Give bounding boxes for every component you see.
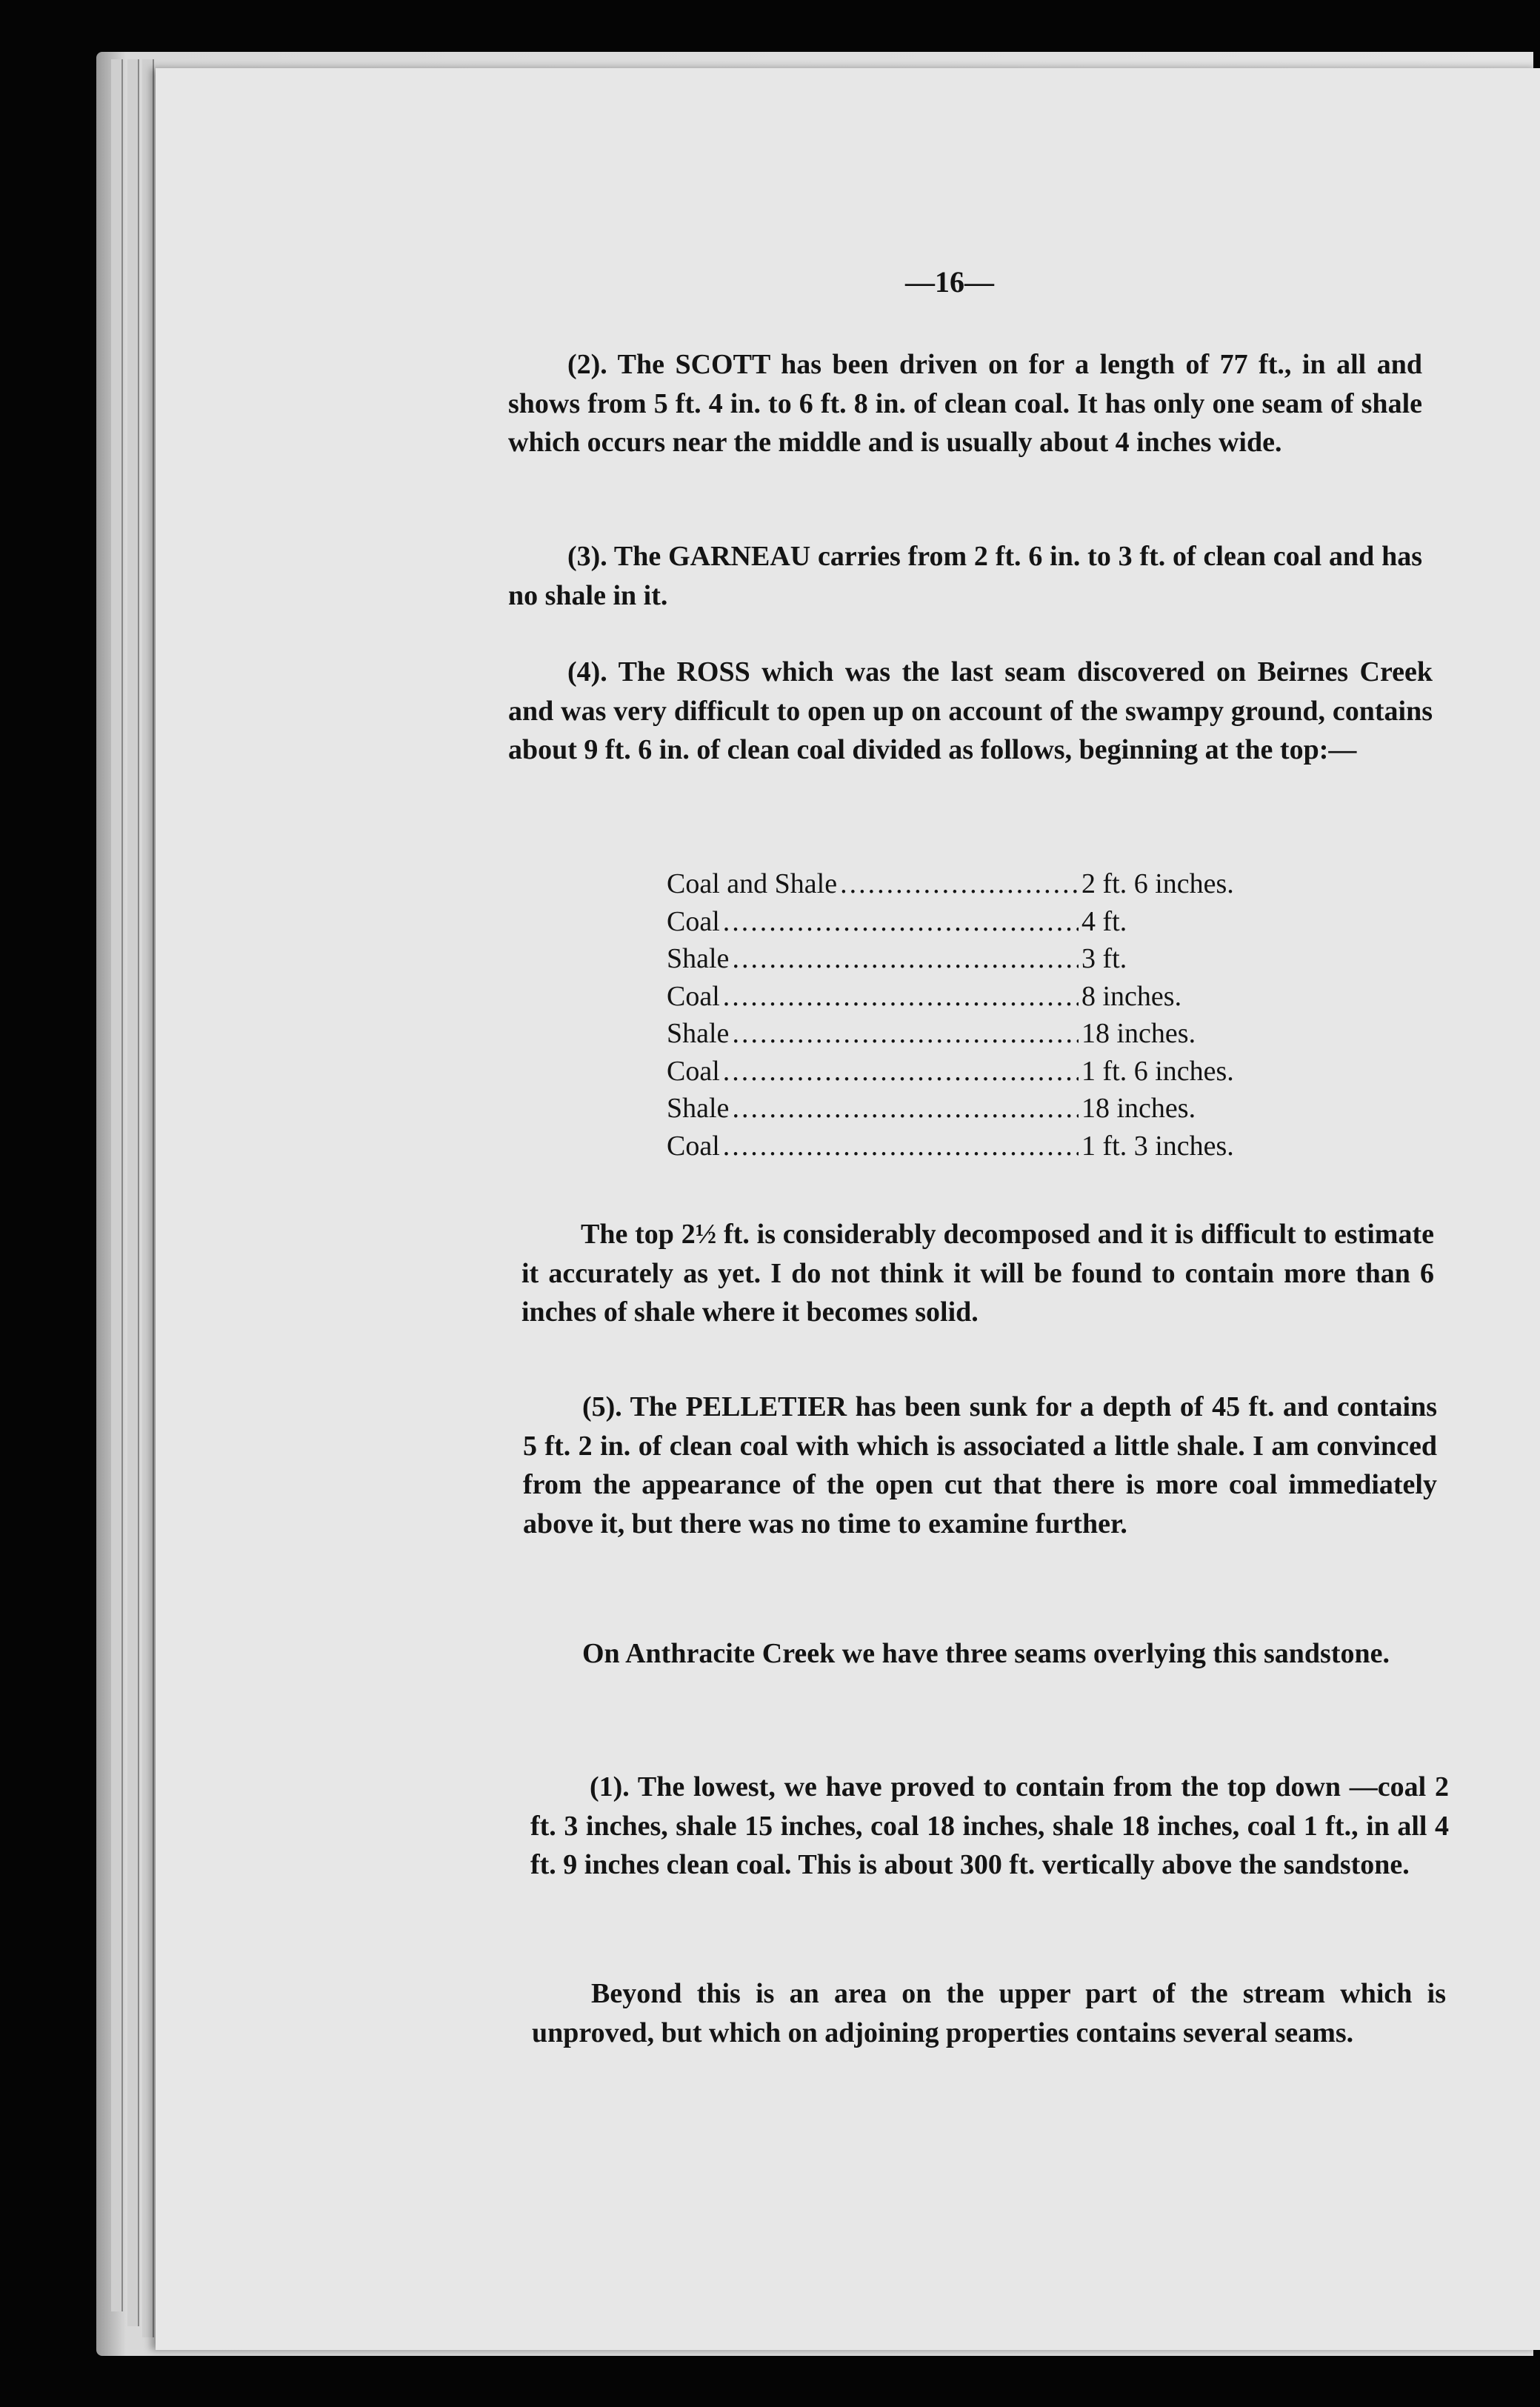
table-row: Coal ..... 4 ft. (667, 903, 1289, 941)
table-row: Shale ..... 18 inches. (667, 1015, 1289, 1053)
table-row: Shale ..... 3 ft. (667, 940, 1289, 978)
paragraph-garneau: (3). The GARNEAU carries from 2 ft. 6 in. to 3 ft. of clean coal and has no shale in it. (508, 541, 1422, 611)
paragraph-anthracite-creek: On Anthracite Creek we have three seams overlying this sandstone. (582, 1638, 1390, 1669)
page-edge (142, 59, 154, 2337)
page-edge (111, 59, 123, 2311)
paragraph-lowest-seam: (1). The lowest, we have proved to contain from the top down —coal 2 ft. 3 inches, shale 15 inches, coal 18 inches, shale 18 inches, coal 1 ft., in all 4 ft. 9 inches clean coal. This is about 300 ft. vertically above the sandstone. (530, 1771, 1449, 1880)
table-row: Coal and Shale ..... 2 ft. 6 inches. (667, 865, 1289, 903)
table-row: Coal ..... 1 ft. 6 inches. (667, 1053, 1289, 1091)
paragraph-scott: (2). The SCOTT has been driven on for a length of 77 ft., in all and shows from 5 ft. 4 in. to 6 ft. 8 in. of clean coal. It has only one seam of shale which occurs near the middle and is usually about 4 inches wide. (508, 349, 1422, 458)
table-row: Coal ..... 8 inches. (667, 978, 1289, 1016)
paragraph-top-decomposed: The top 2½ ft. is considerably decomposed and it is difficult to estimate it accurately as yet. I do not think it will be found to contain more than 6 inches of shale where it becomes solid. (521, 1219, 1434, 1328)
table-row: Shale ..... 18 inches. (667, 1090, 1289, 1128)
page-edge (127, 59, 139, 2326)
paragraph-unproved-area: Beyond this is an area on the upper part of the stream which is unproved, but which on adjoining properties contains several seams. (532, 1978, 1446, 2048)
page-number: —16— (905, 265, 994, 299)
paragraph-ross: (4). The ROSS which was the last seam discovered on Beirnes Creek and was very difficult to open up on account of the swampy ground, contains about 9 ft. 6 in. of clean coal divided as follows, beginning at the top:— (508, 656, 1433, 765)
ross-seam-section-table (667, 865, 1289, 1165)
table-row: Coal ..... 1 ft. 3 inches. (667, 1128, 1289, 1165)
paragraph-pelletier: (5). The PELLETIER has been sunk for a depth of 45 ft. and contains 5 ft. 2 in. of clean coal with which is associated a little shale. I am convinced from the appearance of the open cut that there is more coal immediately above it, but there was no time to examine further. (523, 1391, 1437, 1539)
